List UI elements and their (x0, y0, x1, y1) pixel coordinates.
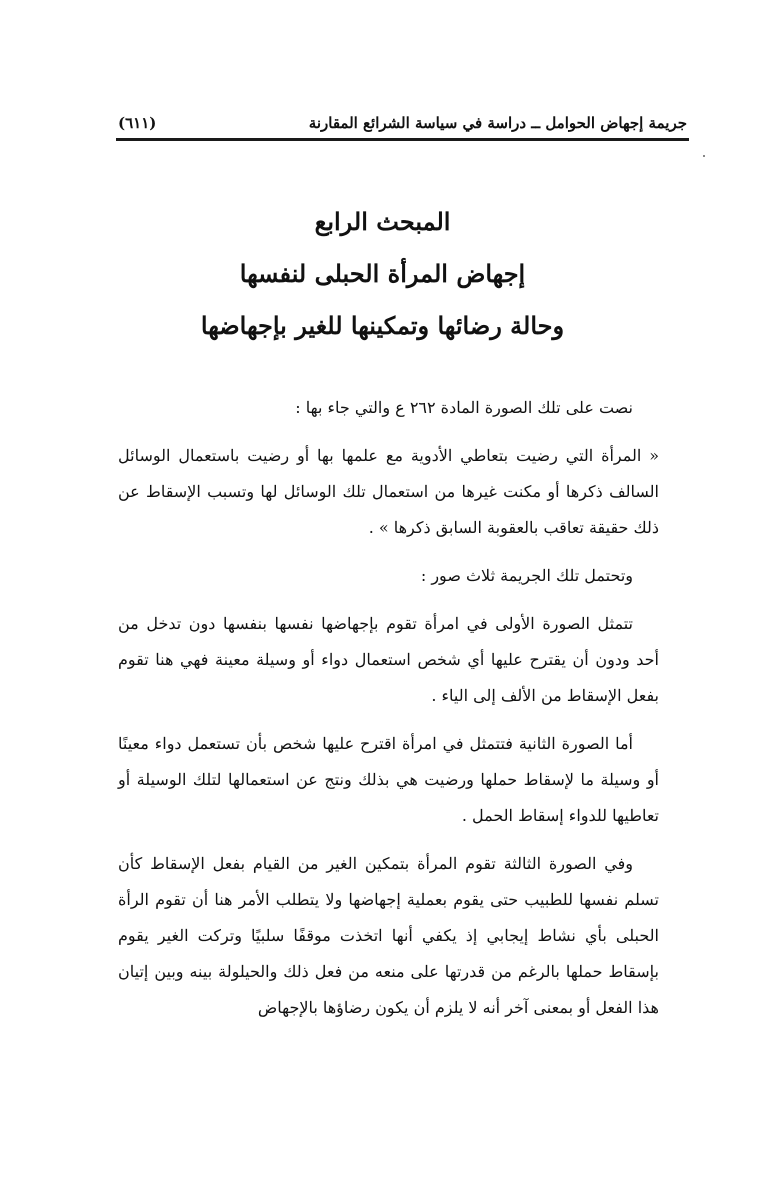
section-title-line1: إجهاض المرأة الحبلى لنفسها (239, 259, 526, 288)
section-title-line2: وحالة رضائها وتمكينها للغير بإجهاضها (200, 311, 565, 340)
paragraph-intro: نصت على تلك الصورة المادة ٢٦٢ ع والتي جاء بها : (295, 398, 633, 417)
section-heading (100, 208, 665, 364)
header-rule (116, 138, 689, 141)
paragraph-quote: « المرأة التي رضيت بتعاطي الأدوية مع علمها بها أو رضيت باستعمال الوسائل السالف ذكرها أو مكنت غيرها من استعمال تلك الوسائل لها وتسبب الإسقاط عن ذلك حقيقة تعاقب بالعقوبة السابق ذكرها » . (118, 446, 659, 537)
running-header (118, 106, 687, 132)
paragraph-first-form: تتمثل الصورة الأولى في امرأة تقوم بإجهاضها نفسها بنفسها دون تدخل من أحد ودون أن يقترح عليها أي شخص استعمال دواء أو وسيلة معينة فهي هنا تقوم بفعل الإسقاط من الألف إلى الياء . (118, 614, 659, 705)
paragraph-third-form: وفي الصورة الثالثة تقوم المرأة بتمكين الغير من القيام بفعل الإسقاط كأن تسلم نفسها للطبيب حتى يقوم بعملية إجهاضها ولا يتطلب الأمر هنا أن تقوم الرأة الحبلى بأي نشاط إيجابي إذ يكفي أنها اتخذت موقفًا سلبيًا وتركت الغير يقوم بإسقاط حملها بالرغم من قدرتها على منعه من فعل ذلك والحيلولة بينه وبين إتيان هذا الفعل أو بمعنى آخر أنه لا يلزم أن يكون رضاؤها بالإجهاض (118, 854, 659, 1017)
section-number: المبحث الرابع (314, 207, 451, 236)
margin-speck (703, 155, 705, 157)
header-title: جريمة إجهاض الحوامل ــ دراسة في سياسة الشرائع المقارنة (308, 114, 687, 132)
paragraph-second-form: أما الصورة الثانية فتتمثل في امرأة اقترح عليها شخص بأن تستعمل دواء معينًا أو وسيلة ما لإسقاط حملها ورضيت هي بذلك ونتج عن استعمالها لتلك الوسيلة أو تعاطيها للدواء إسقاط الحمل . (118, 734, 659, 825)
paragraph-forms: وتحتمل تلك الجريمة ثلاث صور : (420, 566, 633, 585)
page-number: (٦١١) (118, 114, 157, 132)
body-text (118, 390, 659, 1038)
